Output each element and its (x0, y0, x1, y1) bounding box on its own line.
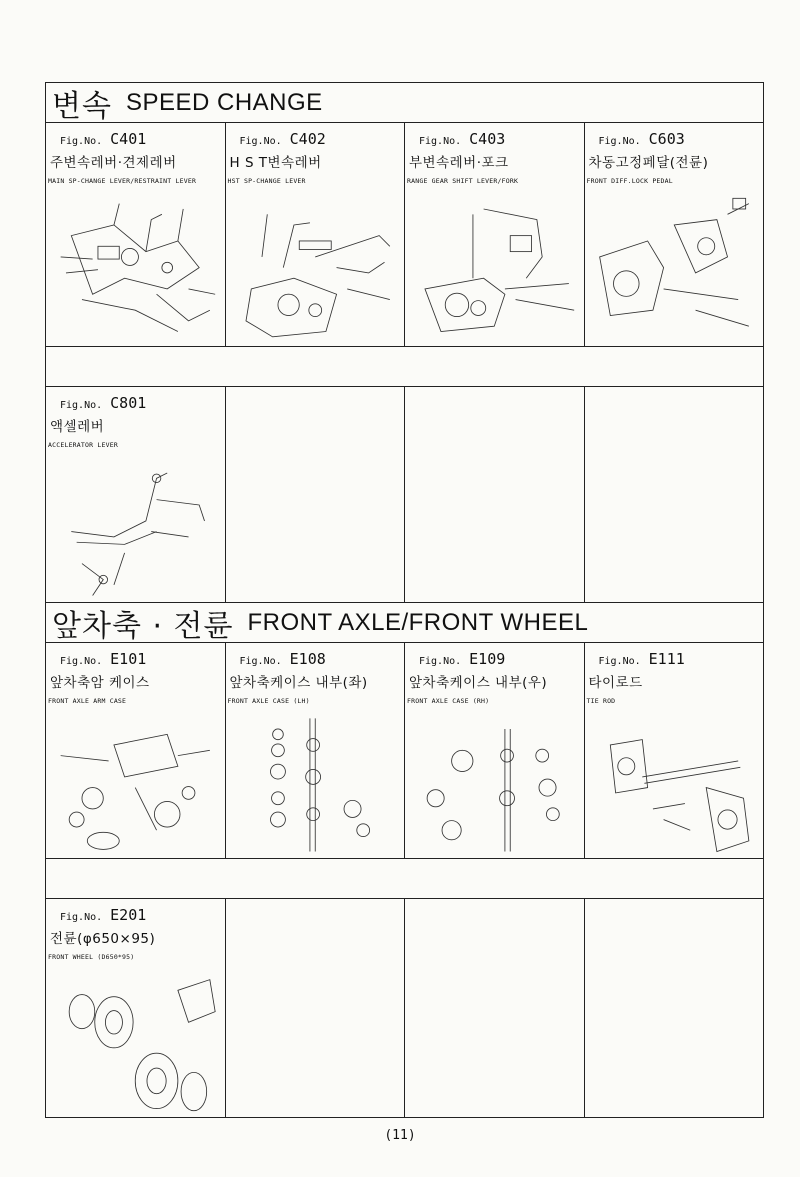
fig-number: Fig.No. C603 (598, 130, 685, 148)
exploded-drawing-e109 (409, 713, 580, 858)
fig-number: Fig.No. C402 (239, 130, 326, 148)
fig-title-ko: H S T변속레버 (229, 155, 322, 171)
fig-title-ko: 앞차축암 케이스 (50, 675, 150, 691)
exploded-drawing-e108 (230, 713, 401, 858)
fig-title-en: ACCELERATOR LEVER (48, 441, 118, 449)
page-number: (11) (384, 1128, 416, 1143)
fig-number: Fig.No. C403 (419, 130, 506, 148)
fig-title-en: FRONT DIFF.LOCK PEDAL (586, 177, 673, 185)
figure-cell-e108[interactable] (226, 643, 406, 858)
fig-title-en: HST SP-CHANGE LEVER (227, 177, 306, 185)
exploded-drawing-c603 (589, 193, 760, 342)
empty-cell (405, 899, 585, 1117)
section-title-speed-change (46, 83, 763, 123)
fig-number: Fig.No. C401 (60, 130, 147, 148)
figure-cell-c401[interactable] (46, 123, 226, 346)
section-title-ko: 앞차축 · 전륜 (52, 608, 234, 644)
section-title-front-axle (46, 603, 763, 643)
exploded-drawing-e111 (589, 713, 760, 858)
section-title-en: SPEED CHANGE (125, 88, 323, 116)
fig-title-en: FRONT WHEEL (D650*95) (48, 953, 135, 961)
fig-number: Fig.No. C801 (60, 394, 147, 412)
fig-number: Fig.No. E109 (419, 650, 506, 668)
fig-title-ko: 주변속레버·견제레버 (50, 155, 177, 171)
figure-cell-e101[interactable] (46, 643, 226, 858)
fig-title-en: FRONT AXLE CASE (LH) (227, 697, 310, 705)
fig-title-en: FRONT AXLE CASE (RH) (407, 697, 490, 705)
figure-cell-c402[interactable] (226, 123, 406, 346)
fig-title-en: TIE ROD (586, 697, 616, 705)
fig-title-ko: 차동고정페달(전륜) (588, 155, 709, 171)
section-title-en: FRONT AXLE/FRONT WHEEL (247, 608, 589, 636)
fig-number: Fig.No. E201 (60, 906, 147, 924)
fig-title-en: FRONT AXLE ARM CASE (48, 697, 127, 705)
fig-title-ko: 액셀레버 (50, 419, 105, 435)
empty-cell (585, 387, 764, 602)
exploded-drawing-e201 (50, 969, 221, 1117)
fig-title-en: RANGE GEAR SHIFT LEVER/FORK (407, 177, 519, 185)
exploded-drawing-c403 (409, 193, 580, 342)
fig-number: Fig.No. E101 (60, 650, 147, 668)
fig-title-en: MAIN SP-CHANGE LEVER/RESTRAINT LEVER (48, 177, 197, 185)
figure-cell-e201[interactable] (46, 899, 226, 1117)
fig-title-ko: 타이로드 (588, 675, 643, 691)
figure-row-4 (46, 899, 763, 1117)
figure-cell-e109[interactable] (405, 643, 585, 858)
fig-number: Fig.No. E108 (239, 650, 326, 668)
figure-row-2 (46, 387, 763, 603)
exploded-drawing-c801 (50, 457, 221, 602)
fig-title-ko: 전륜(φ650×95) (50, 931, 156, 947)
empty-cell (585, 899, 764, 1117)
exploded-drawing-c402 (230, 193, 401, 342)
empty-cell (405, 387, 585, 602)
exploded-drawing-e101 (50, 713, 221, 858)
fig-title-ko: 앞차축케이스 내부(좌) (229, 675, 368, 691)
figure-cell-c603[interactable] (585, 123, 764, 346)
fig-number: Fig.No. E111 (598, 650, 685, 668)
figure-row-1 (46, 123, 763, 347)
figure-cell-c801[interactable] (46, 387, 226, 602)
section-title-ko: 변속 (52, 88, 112, 124)
figure-cell-c403[interactable] (405, 123, 585, 346)
fig-title-ko: 부변속레버·포크 (409, 155, 509, 171)
empty-cell (226, 387, 406, 602)
blank-row-2 (46, 859, 763, 899)
blank-row-1 (46, 347, 763, 387)
exploded-drawing-c401 (50, 193, 221, 342)
figure-row-3 (46, 643, 763, 859)
fig-title-ko: 앞차축케이스 내부(우) (409, 675, 548, 691)
empty-cell (226, 899, 406, 1117)
figure-cell-e111[interactable] (585, 643, 764, 858)
parts-index-frame (45, 82, 764, 1118)
